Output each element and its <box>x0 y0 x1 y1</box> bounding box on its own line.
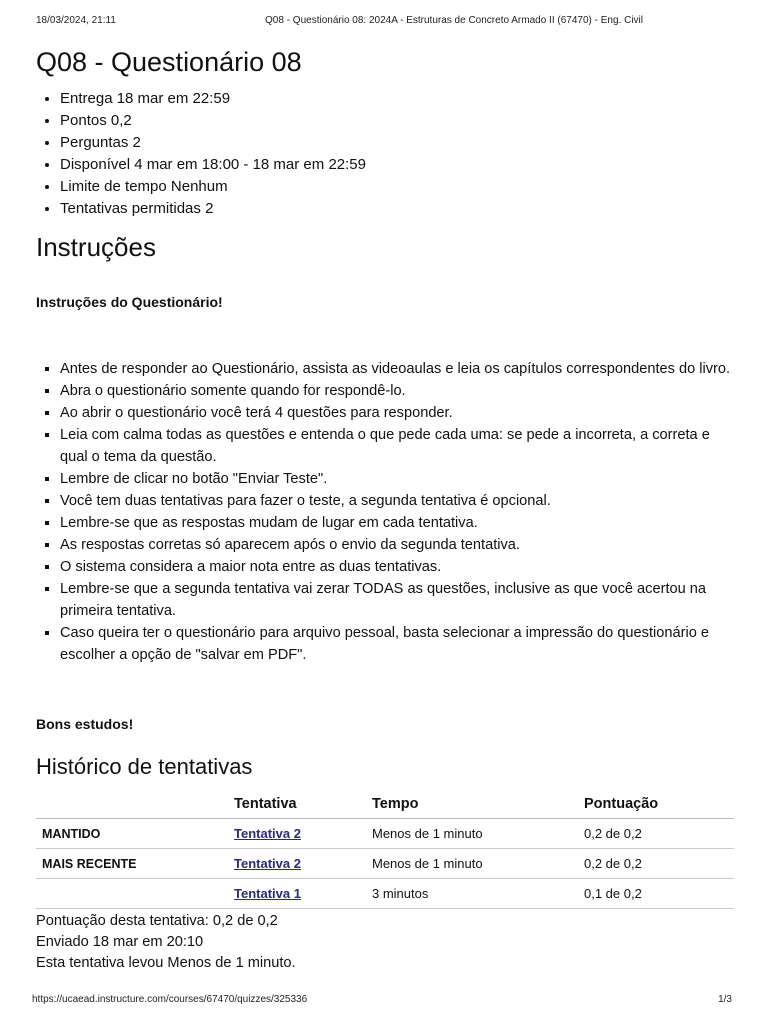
print-url: https://ucaead.instructure.com/courses/67470/quizzes/325336 <box>32 994 308 1005</box>
instruction-item: ▪ Você tem duas tentativas para fazer o teste, a segunda tentativa é opcional. <box>60 490 734 512</box>
detail-due: • Entrega 18 mar em 22:59 <box>60 88 734 110</box>
table-row <box>36 819 734 849</box>
column-header-label <box>36 790 228 819</box>
column-header-attempt: Tentativa <box>228 790 366 819</box>
detail-questions: • Perguntas 2 <box>60 132 734 154</box>
quiz-title: Q08 - Questionário 08 <box>36 47 302 77</box>
attempt-score: 0,2 de 0,2 <box>578 819 734 849</box>
instruction-item: ▪ O sistema considera a maior nota entre as duas tentativas. <box>60 556 734 578</box>
attempt-submitted-line: Enviado 18 mar em 20:10 <box>36 934 204 950</box>
detail-available: • Disponível 4 mar em 18:00 - 18 mar em 22:59 <box>60 154 734 176</box>
instruction-item: ▪ Caso queira ter o questionário para arquivo pessoal, basta selecionar a impressão do questionário e escolher a opção de "salvar em PDF". <box>60 622 734 666</box>
attempt-status-label: MANTIDO <box>36 819 228 849</box>
detail-time-limit: • Limite de tempo Nenhum <box>60 176 734 198</box>
table-row <box>36 849 734 879</box>
attempt-link[interactable]: Tentativa 1 <box>234 886 301 901</box>
instruction-item: ▪ Lembre-se que as respostas mudam de lugar em cada tentativa. <box>60 512 734 534</box>
attempt-summary <box>36 911 734 974</box>
attempt-status-label: MAIS RECENTE <box>36 849 228 879</box>
attempt-link[interactable]: Tentativa 2 <box>234 826 301 841</box>
instructions-title: Instruções <box>36 232 156 262</box>
closing-note: Bons estudos! <box>36 716 134 732</box>
print-footer <box>32 994 732 1008</box>
attempt-score-line: Pontuação desta tentativa: 0,2 de 0,2 <box>36 913 278 929</box>
attempt-status-label <box>36 879 228 909</box>
attempt-history-table <box>36 790 734 909</box>
table-header-row <box>36 790 734 819</box>
instruction-item: ▪ Lembre-se que a segunda tentativa vai zerar TODAS as questões, inclusive as que você acertou na primeira tentativa. <box>60 578 734 622</box>
table-row <box>36 879 734 909</box>
instructions-list <box>36 358 734 666</box>
instruction-item: ▪ Antes de responder ao Questionário, assista as videoaulas e leia os capítulos correspondentes do livro. <box>60 358 734 380</box>
instruction-item: ▪ As respostas corretas só aparecem após o envio da segunda tentativa. <box>60 534 734 556</box>
attempt-time: 3 minutos <box>366 879 578 909</box>
column-header-time: Tempo <box>366 790 578 819</box>
detail-points: • Pontos 0,2 <box>60 110 734 132</box>
print-timestamp: 18/03/2024, 21:11 <box>36 15 116 26</box>
print-page-number: 1/3 <box>718 994 732 1005</box>
attempt-score: 0,1 de 0,2 <box>578 879 734 909</box>
attempt-duration-line: Esta tentativa levou Menos de 1 minuto. <box>36 955 296 971</box>
quiz-details-list <box>36 88 734 220</box>
column-header-score: Pontuação <box>578 790 734 819</box>
print-page-title: Q08 - Questionário 08: 2024A - Estruturas de Concreto Armado II (67470) - Eng. Civil <box>265 15 643 26</box>
instruction-item: ▪ Abra o questionário somente quando for respondê-lo. <box>60 380 734 402</box>
detail-allowed-attempts: • Tentativas permitidas 2 <box>60 198 734 220</box>
attempt-score: 0,2 de 0,2 <box>578 849 734 879</box>
quiz-content <box>36 40 734 974</box>
instructions-heading: Instruções do Questionário! <box>36 294 223 310</box>
attempt-link[interactable]: Tentativa 2 <box>234 856 301 871</box>
attempt-history-title: Histórico de tentativas <box>36 754 253 779</box>
attempt-time: Menos de 1 minuto <box>366 849 578 879</box>
instruction-item: ▪ Lembre de clicar no botão "Enviar Teste". <box>60 468 734 490</box>
attempt-time: Menos de 1 minuto <box>366 819 578 849</box>
print-header <box>36 15 732 29</box>
instruction-item: ▪ Ao abrir o questionário você terá 4 questões para responder. <box>60 402 734 424</box>
instruction-item: ▪ Leia com calma todas as questões e entenda o que pede cada uma: se pede a incorreta, a correta e qual o tema da questão. <box>60 424 734 468</box>
